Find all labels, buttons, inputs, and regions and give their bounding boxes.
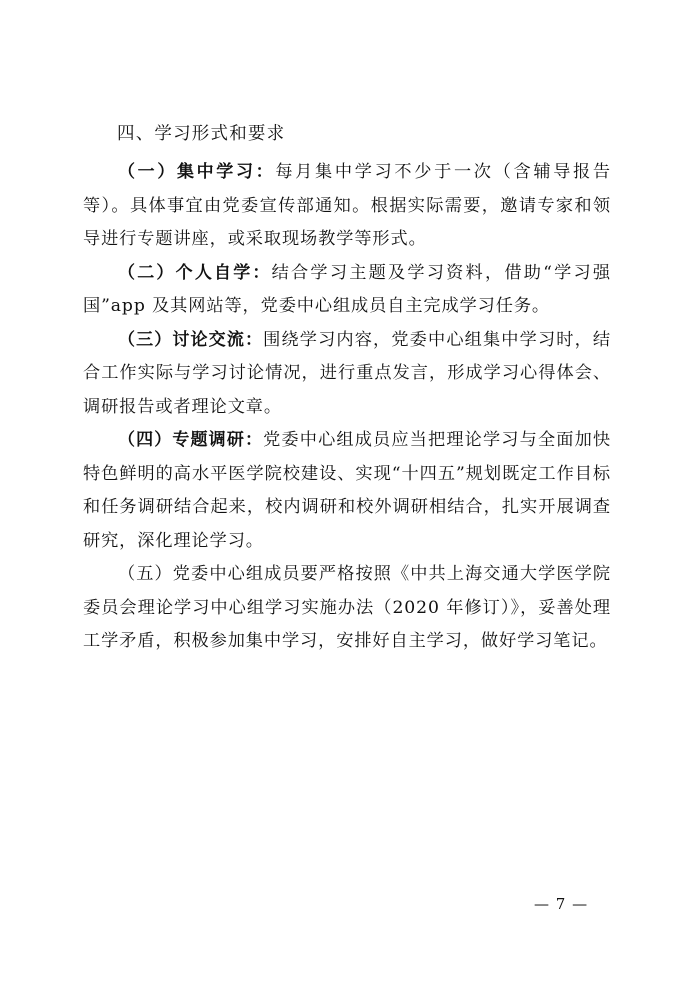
section-heading: 四、学习形式和要求 [117, 124, 286, 144]
paragraph-text: 结合学习主题及学习资料，借助“学习强国”app 及其网站等，党委中心组成员自主完成学习任务。 [83, 262, 611, 316]
paragraph-text: 每月集中学习不少于一次（含辅导报告等）。具体事宜由党委宣传部通知。根据实际需要，邀请专家和领导进行专题讲座，或采取现场教学等形式。 [83, 162, 611, 249]
page-number: — 7 — [534, 895, 589, 913]
paragraph-lead: （三）讨论交流： [118, 329, 264, 350]
paragraph-lead: （一）集中学习： [118, 162, 276, 182]
paragraph-text: 党委中心组成员应当把理论学习与全面加快特色鲜明的高水平医学院校建设、实现“十四五”规划既定工作目标和任务调研结合起来，校内调研和校外调研相结合，扎实开展调查研究，深化理论学习。 [83, 430, 611, 551]
paragraph-lead: （二）个人自学： [118, 262, 272, 283]
paragraph-centralized-study [83, 156, 611, 257]
document-body [83, 119, 611, 659]
paragraph-self-study [83, 257, 611, 324]
paragraph-requirements [83, 558, 611, 659]
paragraph-lead: （四）专题调研： [118, 430, 264, 450]
paragraph-text: 围绕学习内容，党委中心组集中学习时，结合工作实际与学习讨论情况，进行重点发言，形成学习心得体会、调研报告或者理论文章。 [83, 329, 611, 417]
paragraph-discussion [83, 324, 611, 425]
paragraph-text: （五）党委中心组成员要严格按照《中共上海交通大学医学院委员会理论学习中心组学习实施办法（2020 年修订）》，妥善处理工学矛盾，积极参加集中学习，安排好自主学习，做好学习笔记。 [83, 564, 611, 651]
paragraph-research [83, 424, 611, 558]
